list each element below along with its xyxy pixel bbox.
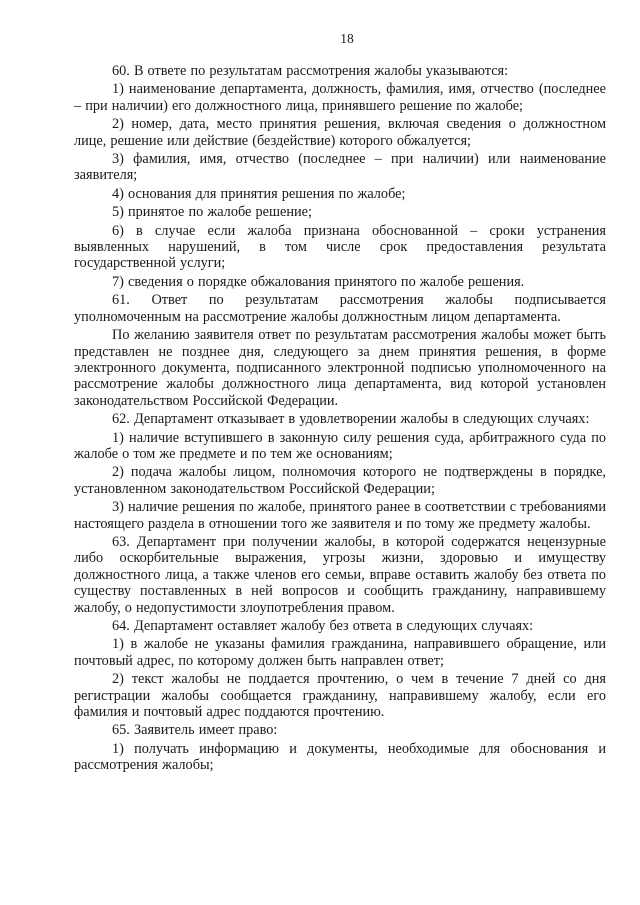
- paragraph-62-item-3: 3) наличие решения по жалобе, принятого ранее в соответствии с требованиями настоящего раздела в отношении того же заявителя и по тому же предмету жалобы.: [74, 499, 606, 532]
- paragraph-64-item-2: 2) текст жалобы не поддается прочтению, о чем в течение 7 дней со дня регистрации жалобы сообщается гражданину, направившему жалобу, если его фамилия и почтовый адрес поддаются прочтению.: [74, 671, 606, 721]
- paragraph-65-item-1: 1) получать информацию и документы, необходимые для обоснования и рассмотрения жалобы;: [74, 740, 606, 774]
- paragraph-62-item-2: 2) подача жалобы лицом, полномочия которого не подтверждены в порядке, установленном законодательством Российской Федерации;: [74, 464, 606, 497]
- paragraph-61: 61. Ответ по результатам рассмотрения жалобы подписывается уполномоченным на рассмотрение жалобы должностным лицом департамента.: [74, 292, 606, 325]
- paragraph-62-item-1: 1) наличие вступившего в законную силу решения суда, арбитражного суда по жалобе о том же предмете и по тем же основаниям;: [74, 429, 606, 462]
- paragraph-60-item-7: 7) сведения о порядке обжалования принятого по жалобе решения.: [112, 273, 525, 290]
- paragraph-63: 63. Департамент при получении жалобы, в которой содержатся нецензурные либо оскорбительные выражения, угрозы жизни, здоровью и имуществу должностного лица, а также членов его семьи, вправе оставить жалобу без ответа по существу поставленных в ней вопросов и сообщить гражданину, направившему жалобу, о недопустимости злоупотребления правом.: [74, 533, 606, 616]
- paragraph-65-heading: 65. Заявитель имеет право:: [112, 722, 278, 739]
- paragraph-60-item-2: 2) номер, дата, место принятия решения, включая сведения о должностном лице, решение или действие (бездействие) которого обжалуется;: [74, 116, 606, 149]
- paragraph-60-item-5: 5) принятое по жалобе решение;: [112, 204, 312, 221]
- paragraph-61-electronic: По желанию заявителя ответ по результатам рассмотрения жалобы может быть представлен не позднее дня, следующего за днем принятия решения, в форме электронного документа, подписанного электронной подписью уполномоченного на рассмотрение жалобы должностного лица департамента, вид которой установлен законодательством Российской Федерации.: [74, 327, 606, 409]
- paragraph-60-item-1: 1) наименование департамента, должность, фамилия, имя, отчество (последнее – при наличии) его должностного лица, принявшего решение по жалобе;: [74, 81, 606, 114]
- page-number: 18: [340, 31, 354, 46]
- paragraph-60-item-3: 3) фамилия, имя, отчество (последнее – при наличии) или наименование заявителя;: [74, 151, 606, 184]
- paragraph-60-item-4: 4) основания для принятия решения по жалобе;: [112, 185, 406, 202]
- paragraph-64-item-1: 1) в жалобе не указаны фамилия гражданина, направившего обращение, или почтовый адрес, по которому должен быть направлен ответ;: [74, 636, 606, 669]
- paragraph-60-item-6: 6) в случае если жалоба признана обоснованной – сроки устранения выявленных нарушений, в том числе срок предоставления результата государственной услуги;: [74, 222, 606, 272]
- paragraph-64-heading: 64. Департамент оставляет жалобу без ответа в следующих случаях:: [112, 618, 534, 634]
- paragraph-62-heading: 62. Департамент отказывает в удовлетворении жалобы в следующих случаях:: [112, 411, 590, 428]
- document-body: [74, 63, 606, 774]
- paragraph-60-heading: 60. В ответе по результатам рассмотрения жалобы указываются:: [112, 63, 509, 79]
- document-page: [74, 30, 606, 776]
